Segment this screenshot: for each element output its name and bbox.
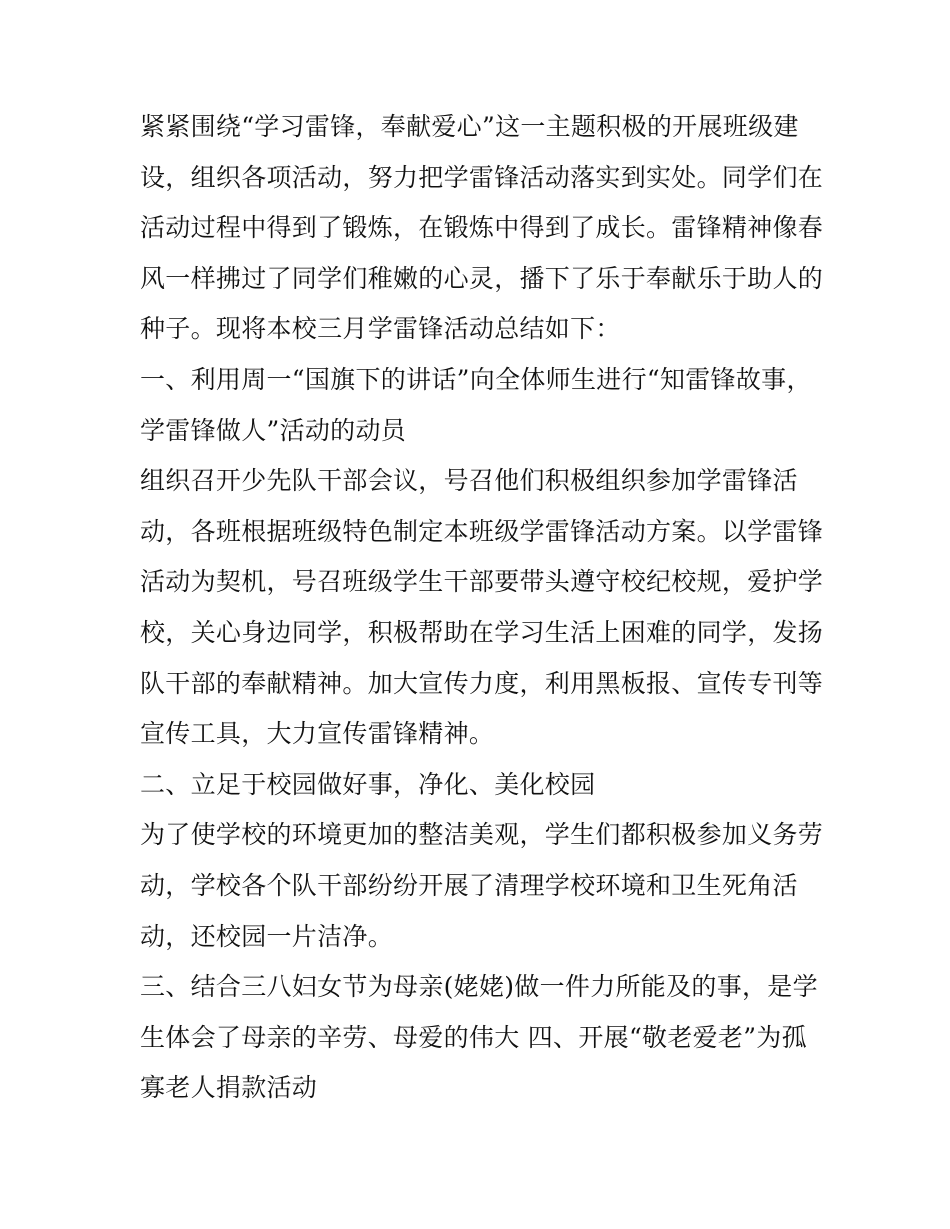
text-line: 紧紧围绕“学习雷锋，奉献爱心”这一主题积极的开展班级建: [140, 112, 799, 141]
text-line: 动，学校各个队干部纷纷开展了清理学校环境和卫生死角活: [140, 870, 798, 900]
section-heading-1-cont: 学雷锋做人”活动的动员: [140, 415, 407, 445]
text-line: 寡老人捐款活动: [140, 1073, 318, 1103]
text-line: 设，组织各项活动，努力把学雷锋活动落实到实处。同学们在: [140, 162, 824, 192]
text-line: 动，各班根据班级特色制定本班级学雷锋活动方案。以学雷锋: [140, 516, 824, 546]
text-line: 队干部的奉献精神。加大宣传力度，利用黑板报、宣传专刊等: [140, 668, 824, 698]
section-heading-1: 一、利用周一“国旗下的讲话”向全体师生进行“知雷锋故事，: [140, 364, 812, 394]
section-heading-2: 二、立足于校园做好事，净化、美化校园: [140, 769, 596, 799]
text-line: 生体会了母亲的辛劳、母爱的伟大 四、开展“敬老爱老”为孤: [140, 1022, 807, 1052]
text-line: 为了使学校的环境更加的整洁美观，学生们都积极参加义务劳: [140, 820, 824, 850]
text-line: 动，还校园一片洁净。: [140, 921, 394, 951]
text-line: 活动过程中得到了锻炼，在锻炼中得到了成长。雷锋精神像春: [140, 213, 824, 243]
text-line: 组织召开少先队干部会议，号召他们积极组织参加学雷锋活: [140, 466, 798, 496]
document-body: [140, 102, 824, 1114]
text-line: 校，关心身边同学，积极帮助在学习生活上困难的同学，发扬: [140, 617, 824, 647]
text-line: 种子。现将本校三月学雷锋活动总结如下：: [140, 314, 621, 344]
section-heading-3: 三、结合三八妇女节为母亲(姥姥)做一件力所能及的事，是学: [140, 972, 818, 1002]
text-line: 风一样拂过了同学们稚嫩的心灵，播下了乐于奉献乐于助人的: [140, 263, 824, 293]
text-line: 活动为契机，号召班级学生干部要带头遵守校纪校规，爱护学: [140, 567, 824, 597]
text-line: 宣传工具，大力宣传雷锋精神。: [140, 719, 495, 749]
